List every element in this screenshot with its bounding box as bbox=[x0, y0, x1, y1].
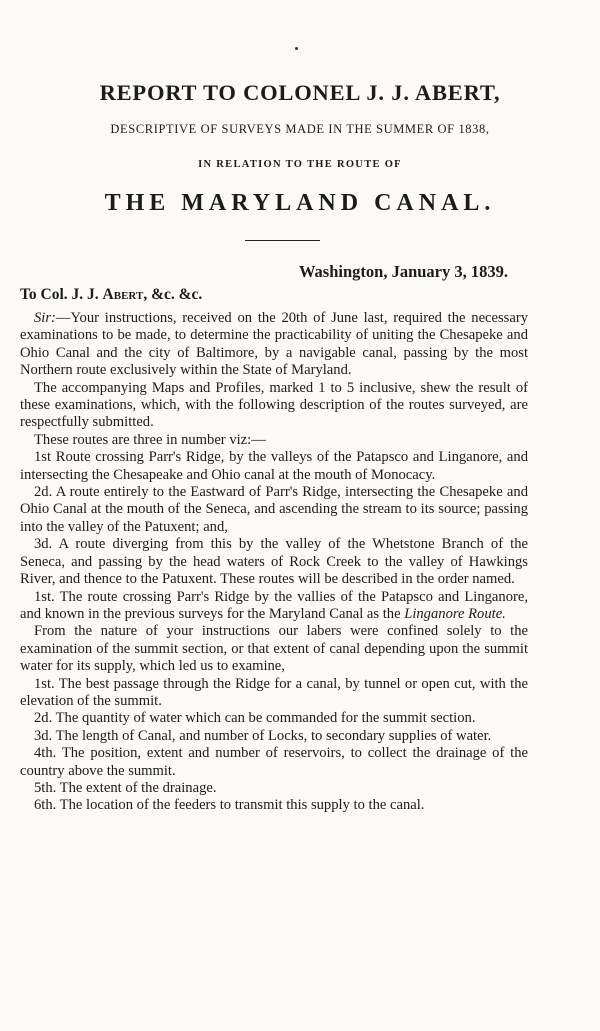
paragraph-maps: The accompanying Maps and Profiles, marked 1 to 5 inclusive, shew the result of these examinations, which, with the following description of the routes surveyed, are respectfully submitted. bbox=[20, 379, 528, 431]
canal-heading: THE MARYLAND CANAL. bbox=[104, 190, 496, 216]
salutation-suffix: , &c. &c. bbox=[143, 286, 203, 303]
sir-greeting: Sir: bbox=[34, 310, 56, 326]
paragraph-text: 1st. The route crossing Parr's Ridge by the vallies of the Patapsco and Linganore, and known in the previous surveys for the Maryland Canal as the bbox=[20, 588, 528, 622]
ink-speck bbox=[295, 47, 298, 50]
divider-rule bbox=[245, 240, 320, 241]
report-subtitle: DESCRIPTIVE OF SURVEYS MADE IN THE SUMMER OF 1838, bbox=[110, 122, 490, 136]
paragraph-item-5: 5th. The extent of the drainage. bbox=[34, 779, 217, 796]
paragraph-route-2: 2d. A route entirely to the Eastward of Parr's Ridge, intersecting the Chesapeke and Ohio Canal at the mouth of the Seneca, and ascending the stream to its source; passing into the valley of the Patuxent; and, bbox=[20, 484, 528, 535]
dateline: Washington, January 3, 1839. bbox=[298, 262, 508, 281]
salutation bbox=[20, 286, 202, 304]
relation-line: IN RELATION TO THE ROUTE OF bbox=[198, 159, 402, 170]
paragraph-text: —Your instructions, received on the 20th of June last, required the necessary examinations to be made, to determine the practicability of uniting the Chesapeke and Ohio Canal and the city of Baltimore, by a navigable canal, passing by the most Northern route exclusively within the State of Maryland. bbox=[20, 310, 528, 379]
salutation-name: Abert bbox=[102, 286, 144, 303]
paragraph-route-3: 3d. A route diverging from this by the valley of the Whetstone Branch of the Seneca, and passing by the head waters of Rock Creek to the valley of Hawkings River, and thence to the Patuxent. These routes will be described in the order named. bbox=[20, 536, 528, 588]
linganore-route-name: Linganore Route. bbox=[404, 605, 506, 622]
paragraph-item-3: 3d. The length of Canal, and number of Locks, to secondary supplies of water. bbox=[34, 727, 492, 744]
paragraph-item-6: 6th. The location of the feeders to transmit this supply to the canal. bbox=[34, 797, 425, 814]
paragraph-route-1: 1st Route crossing Parr's Ridge, by the valleys of the Patapsco and Linganore, and intersecting the Chesapeake and Ohio canal at the mouth of Monocacy. bbox=[20, 449, 528, 483]
paragraph-nature: From the nature of your instructions our labers were confined solely to the examination of the summit section, or that extent of canal depending upon the summit water for its supply, which led us to examine, bbox=[20, 623, 528, 675]
paragraph-item-4: 4th. The position, extent and number of reservoirs, to collect the drainage of the country above the summit. bbox=[20, 745, 528, 779]
letter-body bbox=[20, 310, 528, 815]
paragraph-routes-intro: These routes are three in number viz:— bbox=[34, 431, 266, 448]
paragraph-linganore bbox=[20, 589, 528, 624]
paragraph-item-1: 1st. The best passage through the Ridge for a canal, by tunnel or open cut, with the elevation of the summit. bbox=[20, 675, 528, 709]
report-title: REPORT TO COLONEL J. J. ABERT, bbox=[99, 80, 501, 105]
paragraph-item-2: 2d. The quantity of water which can be commanded for the summit section. bbox=[34, 710, 476, 727]
paragraph-instructions bbox=[20, 310, 528, 380]
salutation-prefix: To Col. J. J. bbox=[20, 286, 103, 303]
